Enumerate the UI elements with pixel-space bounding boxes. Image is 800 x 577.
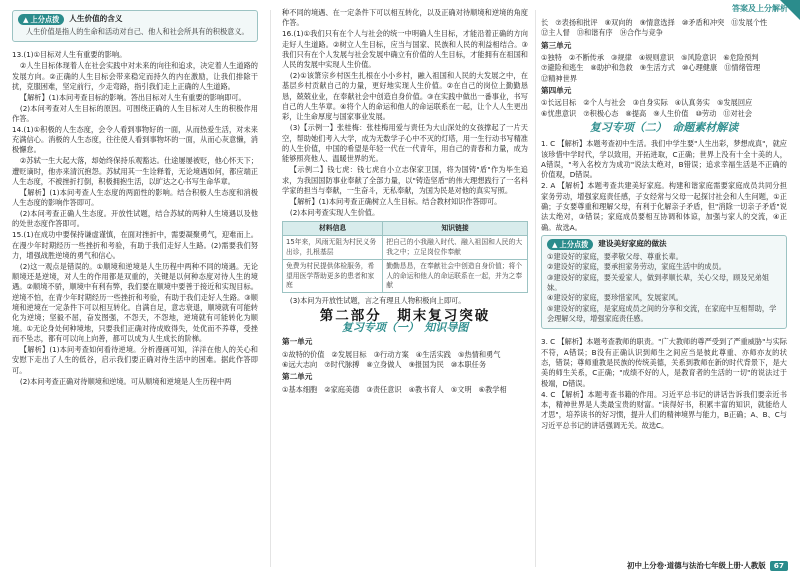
column-left [12, 8, 258, 387]
term-row [541, 98, 787, 108]
page-number: 67 [770, 561, 788, 571]
term: ⑫主人督 [541, 28, 570, 38]
question-16 [282, 29, 528, 207]
unit-heading: 第一单元 [282, 337, 313, 347]
term-row [282, 350, 528, 360]
arrow-up-icon: ▲ [552, 240, 558, 250]
table-cell: 勤勤恳恳，在奉献社会中创造自身价值；将个人的命运和他人的命运联系在一起，并为之奉献 [383, 260, 528, 293]
term: ⑧双向的 [604, 18, 633, 27]
arrow-up-icon: ▲ [23, 15, 29, 24]
term: ②发展目标 [331, 349, 367, 359]
term: ⑥危险预判 [723, 53, 759, 63]
tip-line: ②建设好的家庭，要承担家务劳动，家庭生活中的成员。 [547, 262, 726, 272]
term: ⑪发展个性 [731, 18, 768, 27]
term: ⑩矛盾和冲突 [681, 18, 725, 27]
term: ⑦时代脉搏 [324, 360, 360, 370]
answer-line: ②苏轼一生大起大落，却始终保持乐观豁达。仕途屡屡被贬，他心怀天下；遭贬谪时，他亦来清沉抱怨。苏轼用其一生诠释着，无论境遇如何，都应端正人生态度，不被挫折打倒，积极拥抱生活，以旷达之心书写生命华章。 [12, 156, 258, 186]
term: ⑪情绪管理 [724, 63, 761, 73]
answer-line: (2)这一观点是错误的。①顺境和逆境是人生历程中两种不同的境遇。无论顺境还是逆境，对人生的作用都是双重的，关键是以何种态度对待人生的境遇。②顺境不骄，顺境中有利有弊，我们要在顺境中要善于接近和实现目标。逆境不怕，在青少年时期经历一些挫折和考验，有助于我们走好人生路。③顺境和逆境在一定条件下可以相互转化。自满自足，意志衰退，顺境就有可能转化为逆境；坚毅不屈，奋发图强，不怨天，不怨地，逆境就有可能转化为顺境。①无论身处何种境地，只要我们正确对待成败得失，处优而不养尊，受挫而不坠志，都有可以向上向善，都可以成为人生成长的阶梯。 [12, 261, 258, 344]
term: ⑥远大志向 [282, 360, 318, 370]
unit-heading: 第四单元 [541, 86, 572, 96]
column-right [541, 18, 787, 432]
term: ④认真务实 [674, 98, 710, 108]
page-footer [627, 560, 788, 571]
term: ⑨报国为民 [408, 360, 444, 370]
term: ②不断传承 [568, 53, 605, 63]
answer-line: (3)【示例一】张桂梅：张桂梅用爱与责任为大山深处的女孩撑起了一片天空，帮助她们考入大学，成为无数学子心中不灭的灯塔，用一生行动书写精准的人生价值，中国的希望是年轻一代在一代青年，用自己的青春和力量，成为能够照亮他人、温暖世界的光。 [282, 123, 528, 164]
term: ③责任意识 [366, 384, 402, 394]
answer-line: 【示例二】钱七虎：钱七虎自小立志保家卫国，将为国铸"盾"作为毕生追求，为我国国防事业奉献了全部力量，以"铸造坚盾"的伟大理想践行了一名科学家的担当与奉献，一生奋斗，无私奉献，为国为民是对他的真实写照。 [282, 165, 528, 195]
continued-text: 种不同的境遇、在一定条件下可以相互转化，以及正确对待顺境和逆境的角度作答。 [282, 8, 528, 28]
term: ④生活实践 [415, 349, 451, 359]
term: ⑩劳动 [695, 108, 717, 118]
table-header: 材料信息 [283, 221, 383, 235]
analysis-line: 【解析】(1)本问考查目标的影响。答出目标对人生有重要的影响即可。 [19, 92, 246, 102]
term: ⑪对社会 [723, 108, 753, 118]
term: ⑦积极心态 [583, 108, 619, 118]
table-row [283, 236, 528, 260]
column-divider [270, 10, 271, 567]
term: ⑫精神世界 [541, 73, 577, 83]
term: ⑨情意选择 [639, 18, 675, 27]
term: ⑨人生价值 [653, 108, 689, 118]
analysis-line: 【解析】(1)本问考查人生态度的两面性的影响。结合积极人生态度和消极人生态度的影响作答即可。 [12, 187, 258, 208]
tip-badge: ▲ 上分点拨 [18, 14, 64, 25]
analysis-line: (2)本问考查正确人生态度。开放性试题，结合苏轼的两种人生境遇以及他的处世态度作答即可。 [12, 209, 258, 229]
tip-box [541, 235, 787, 329]
term-row [541, 53, 787, 63]
part-title: 第二部分 期末复习突破 [319, 307, 491, 324]
answer-line: (2)①该箫宗乡村医生扎根在小小乡村，融入祖国和人民的大发展之中，在基层乡村贡献自己的力量，更好地实现人生价值。②在自己的岗位上勤勤恳恳，兢兢业业，在奉献社会中创造自身价值。③在实践中做出一番事业，书写自己的人生华章。④将个人的命运和他人的命运联系在一起，让个人人生更出彩，让生命厚度与国家事业发展。 [282, 71, 528, 122]
term: ④规则意识 [638, 53, 675, 63]
table-header: 知识链接 [383, 221, 528, 235]
tip-line: ①建设好的家庭，要孝敬父母、尊重长辈。 [547, 252, 683, 262]
book-title: 初中上分卷·道德与法治七年级上册·人教版 [627, 561, 766, 570]
answer-line: 3. C 【解析】本题考查教师的职责。"广大教师的尊严受到了严重威胁"与实际不符，A错误；B没有正确认识到师生之间应当是彼此尊重、亦师亦友的状态，错误；尊师重教是民族的传统美德，关系到教师在新的时代背景下，是大美的师生关系，C正确；"成绩不好的人，是教育者的生活的一切"的说法过于极端，D错误。 [541, 337, 787, 388]
term: ①长远目标 [541, 98, 577, 108]
term: ⑧助护和急救 [590, 63, 633, 73]
term: ⑭合作与竞争 [619, 28, 663, 38]
term: ⑥教学相 [478, 384, 507, 394]
tail-text: (3)本问为开放性试题，言之有理且人物积极向上即可。 [289, 296, 466, 306]
table-intro: (2)本问考查实现人生价值。 [289, 207, 380, 217]
table-cell: 15年来，风雨无阻为村民义务出诊，扎根基层 [283, 236, 383, 260]
answer-header: 答案及上分解析 [732, 4, 788, 13]
section-title: 复习专项（二） 命题素材解读 [589, 121, 739, 135]
term: ④教书育人 [408, 384, 444, 394]
term: ③行动方案 [373, 349, 409, 359]
tip-line: ③建设好的家庭，要关爱家人，做到孝顺长辈，关心父母，顾及兄弟姐妹。 [547, 272, 770, 293]
term-row [541, 74, 787, 84]
term-row [541, 18, 787, 28]
answer-line: 14.(1)①积极的人生态度，会令人看到事物好的一面，从而热爱生活，对未来充满信心。消极的人生态度，往往使人看到事物坏的一面，从而心灰意懒，消极懈怠。 [12, 124, 258, 155]
answer-line: 13.(1)①目标对人生有重要的影响。 [12, 50, 127, 60]
answer-line: ②人生目标体现着人在社会实践中对未来的向往和追求，决定着人生道路的发展方向。②正确的人生目标会带来稳定而持久的内在激励，让我们排除干扰，克服困难，坚定前行，少走弯路，指引我们走上正确的人生道路。 [12, 61, 258, 91]
tip-title: 建设美好家庭的做法 [598, 239, 667, 249]
tip-title: 人生价值的含义 [69, 14, 123, 24]
term: ⑧提高 [625, 108, 647, 118]
answer-line: 1. C 【解析】本题考查初中生活。我们中学生要"人生出彩，梦想成真"，就应该珍惜中学时代，学以致用，开拓进取，C正确；世界上没有十全十美的人，A错误，"考入名校方为成功"说法太绝对，B错误；追求幸福生活是不正确的价值观，D错误。 [541, 139, 787, 180]
term: 长 [541, 18, 549, 27]
answer-line: 4. C 【解析】本题考查书籍的作用。习近平总书记的讲话告诉我们要亲近书本，精神世界是人类最宝贵的财富。"读得好书，积累丰富的知识，就能给人才思"，培养读书的好习惯，提升人们的精神境界与能力，B正确；A、B、C与习近平总书记的讲话强调无关。故选C。 [541, 389, 787, 430]
answer-line: 2. A 【解析】本题考查共建美好家庭。构建和谐家庭需要家庭成员共同分担家务劳动，增强家庭责任感，子女经常与父母一起探讨社会和人生问题，①正确；子女要尊重和理解父母，有利于化解亲子矛盾，但"消除一切亲子矛盾"说法太绝对，③错误；家庭成员要相互协调和体谅，加强与家人的交流，④正确。故选A。 [541, 181, 787, 232]
term: ②个人与社会 [583, 98, 626, 108]
term: ①独特 [541, 53, 562, 63]
tip-line: ⑤建设好的家庭，是家庭成员之间的分享和交流，在家庭中互相帮助，学会理解父母，增强家庭责任感。 [547, 303, 777, 324]
term: ⑤发展回应 [717, 98, 753, 108]
term-row [282, 385, 528, 395]
term: ①故特的价值 [282, 349, 325, 359]
term: ⑥忧患意识 [541, 108, 577, 118]
term: ⑤风险意识 [681, 53, 717, 63]
table-cell: 免费为村民提供体检服务，希望用医学帮助更多的患者和家庭 [283, 260, 383, 293]
unit-heading: 第三单元 [541, 40, 572, 50]
term: ⑦表扬和批评 [555, 18, 598, 27]
tip-badge: ▲ 上分点拨 [547, 239, 593, 250]
table-cell: 把自己的小我融入时代、融入祖国和人民的大我之中；立足岗位作奉献 [383, 236, 528, 260]
question-14 [12, 125, 258, 230]
section-title: 复习专项（一） 知识导图 [341, 321, 469, 334]
term-row [541, 109, 787, 119]
term: ⑬和谐有序 [576, 28, 613, 38]
term: ①基本细胞 [282, 384, 318, 394]
analysis-line: (2)本问考查正确对待顺境和逆境。可从顺境和逆境是人生历程中两 [19, 376, 232, 386]
analysis-line: (2)本问考查对人生目标的原因。可围绕正确的人生目标对人生的积极作用作答。 [12, 103, 258, 123]
analysis-line: 【解析】(1)本问考查正确树立人生目标。结合教材知识作答即可。 [289, 196, 502, 206]
material-table [282, 221, 528, 293]
analysis-line: 【解析】(1)本问考查如何看待逆境。分析漫画可知，洋洋在他人的关心和安慰下走出了人生的低谷，启示我们要正确对待生活中的困难。据此作答即可。 [12, 344, 258, 375]
table-row [283, 260, 528, 293]
term-row [282, 360, 528, 370]
term: ⑩心理健康 [681, 63, 718, 73]
term: ⑤文明 [450, 384, 472, 394]
term: ⑤热情和勇气 [458, 349, 501, 359]
term: ⑩本职任务 [450, 360, 487, 370]
term: ⑦避险和逃生 [541, 63, 584, 73]
answer-line: 15.(1)在成功中要保持谦虚谨慎，在面对挫折中，需要凝聚勇气，迎难而上。在漫少年时期经历一些挫折和考验，有助于我们走好人生路。(2)需要我们努力，增强战胜逆境的勇气和信心。 [12, 230, 258, 260]
column-middle [282, 8, 528, 395]
tip-box [12, 10, 258, 42]
term: ②家庭美德 [324, 384, 360, 394]
question-13 [12, 50, 258, 124]
tip-body: 人生价值是指人的生命和活动对自己、他人和社会所具有的积极意义。 [25, 27, 249, 36]
column-divider [535, 10, 536, 567]
term: ③自身实际 [632, 98, 668, 108]
term-row [541, 63, 787, 73]
term: ⑧立身做人 [366, 360, 402, 370]
term: ⑨生活方式 [639, 63, 675, 73]
unit-heading: 第二单元 [282, 372, 313, 382]
answer-line: 16.(1)①我们只有在个人与社会的统一中明确人生目标，才能沿着正确的方向走好人生道路。②树立人生目标，应当与国家、民族和人民的利益相结合。③我们只有在个人发展与社会发展中确立有价值的人生目标，才能拥有在祖国和人民的发展中实现人生价值。 [282, 29, 528, 70]
question-15 [12, 230, 258, 387]
term: ③规律 [611, 53, 632, 63]
term-row [541, 28, 787, 38]
tip-line: ④建设好的家庭，要珍惜家风，发展家风。 [547, 293, 683, 303]
